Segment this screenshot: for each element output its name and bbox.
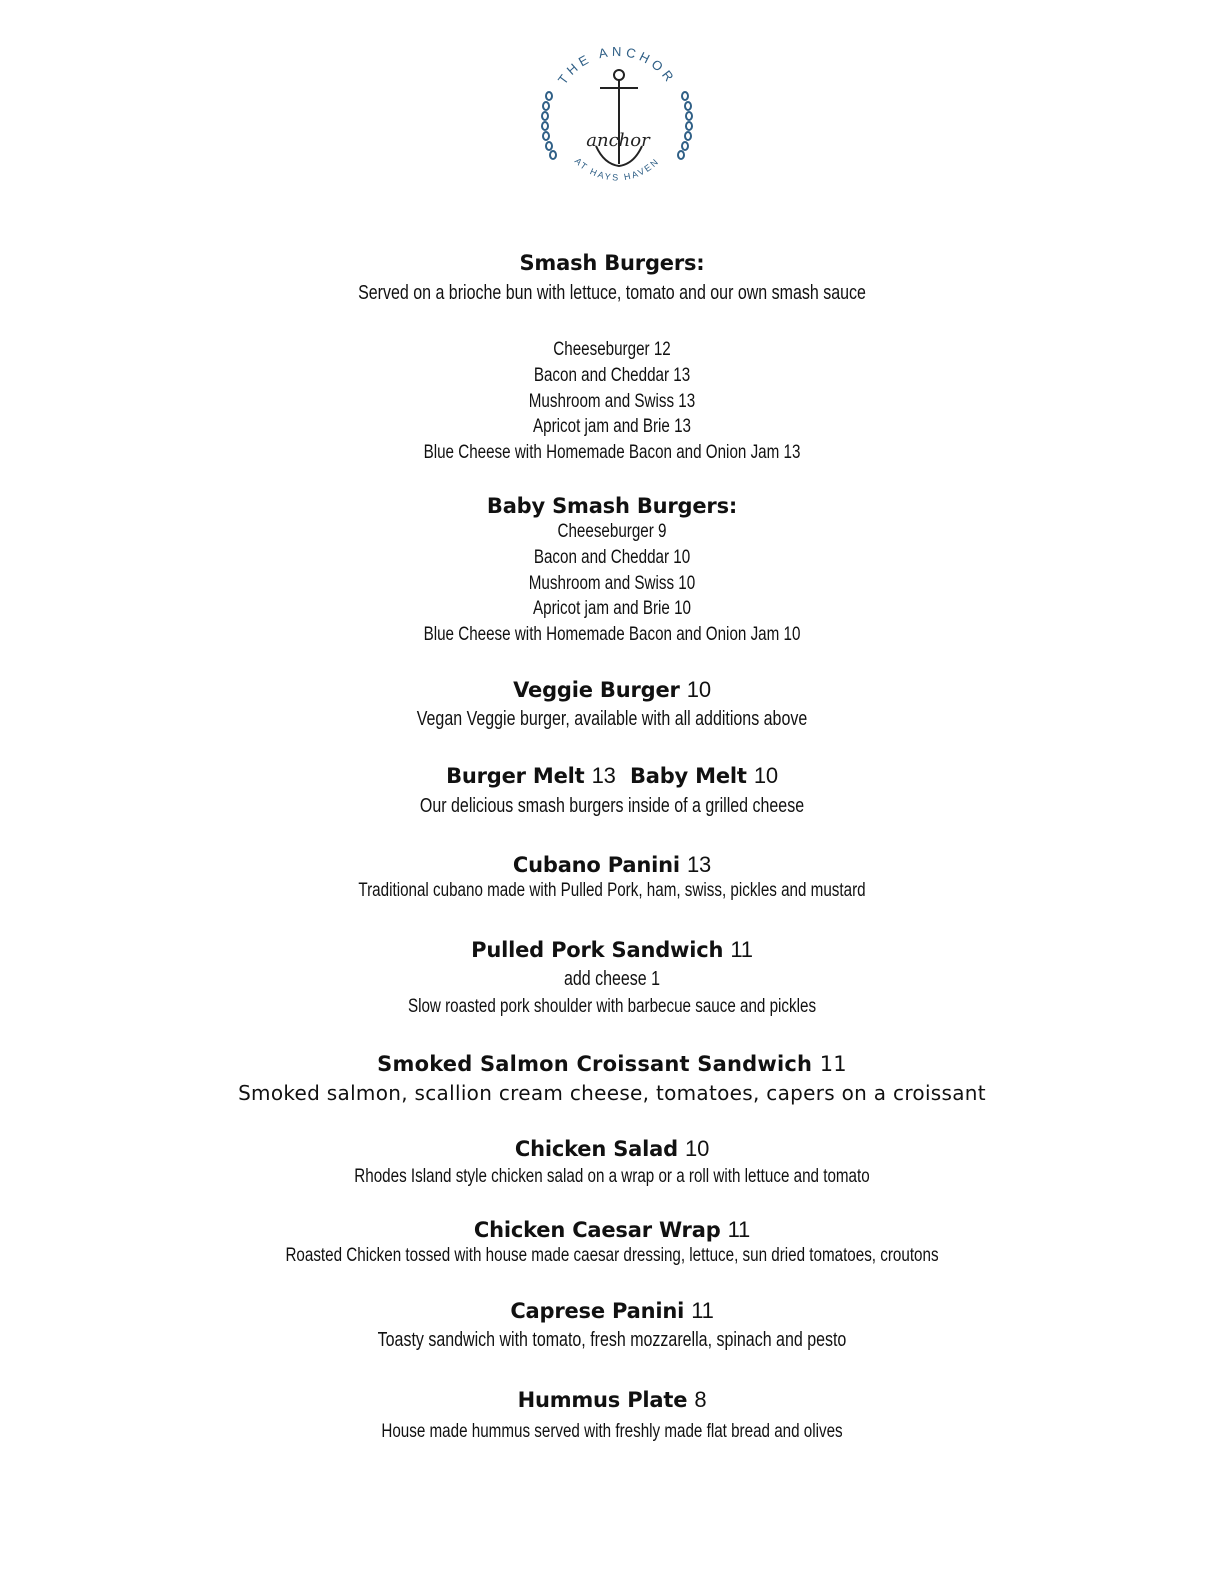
caesar-heading [0, 1217, 1224, 1243]
caprese-heading [0, 1298, 1224, 1324]
caprese-price: 11 [691, 1298, 714, 1323]
veggie-burger-desc: Vegan Veggie burger, available with all additions above [416, 708, 808, 730]
caprese-name: Caprese Panini [510, 1299, 685, 1323]
logo-top-text: THE ANCHOR [554, 43, 680, 88]
veggie-burger-name: Veggie Burger [513, 678, 680, 702]
cubano-price: 13 [687, 852, 712, 877]
caesar-price: 11 [727, 1217, 751, 1242]
hummus-name: Hummus Plate [517, 1388, 688, 1412]
cubano-desc: Traditional cubano made with Pulled Pork, ham, swiss, pickles and mustard [358, 880, 866, 901]
salmon-heading [0, 1052, 1224, 1076]
caesar-desc: Roasted Chicken tossed with house made caesar dressing, lettuce, sun dried tomatoes, croutons [285, 1245, 939, 1266]
pulled-pork-heading [0, 937, 1224, 963]
baby-smash-title: Baby Smash Burgers: [486, 494, 738, 518]
smash-item: Blue Cheese with Homemade Bacon and Onion Jam 13 [423, 442, 801, 463]
pulled-pork-desc: Slow roasted pork shoulder with barbecue sauce and pickles [407, 996, 817, 1017]
smash-item: Apricot jam and Brie 13 [533, 416, 691, 437]
hummus-desc: House made hummus served with freshly made flat bread and olives [381, 1421, 843, 1442]
smash-item: Cheeseburger 12 [553, 339, 671, 360]
baby-item: Blue Cheese with Homemade Bacon and Onion Jam 10 [423, 624, 801, 645]
baby-item: Apricot jam and Brie 10 [533, 598, 691, 619]
melt-desc: Our delicious smash burgers inside of a grilled cheese [419, 795, 805, 817]
baby-melt-name: Baby Melt [629, 764, 747, 788]
caprese-desc: Toasty sandwich with tomato, fresh mozzarella, spinach and pesto [377, 1329, 847, 1351]
hummus-price: 8 [694, 1387, 707, 1412]
melt-heading [0, 763, 1224, 789]
burger-melt-name: Burger Melt [446, 764, 585, 788]
salmon-name: Smoked Salmon Croissant Sandwich [377, 1052, 813, 1076]
chicken-salad-price: 10 [685, 1136, 710, 1161]
hummus-heading [0, 1387, 1224, 1413]
caesar-name: Chicken Caesar Wrap [473, 1218, 721, 1242]
smash-burgers-desc: Served on a brioche bun with lettuce, tomato and our own smash sauce [358, 282, 866, 304]
pulled-pork-price: 11 [730, 937, 753, 962]
pulled-pork-name: Pulled Pork Sandwich [471, 938, 724, 962]
salmon-desc: Smoked salmon, scallion cream cheese, tomatoes, capers on a croissant [238, 1081, 986, 1105]
baby-item: Bacon and Cheddar 10 [533, 547, 691, 568]
chicken-salad-name: Chicken Salad [514, 1137, 678, 1161]
baby-melt-price: 10 [753, 763, 778, 788]
logo-bottom-text: AT HAYS HAVEN [572, 155, 662, 183]
baby-item: Cheeseburger 9 [557, 521, 667, 542]
logo-script-text: anchor [586, 130, 650, 151]
smash-burgers-title: Smash Burgers: [519, 251, 705, 275]
smash-item: Bacon and Cheddar 13 [533, 365, 691, 386]
burger-melt-price: 13 [591, 763, 616, 788]
smash-item: Mushroom and Swiss 13 [528, 391, 696, 412]
veggie-burger-price: 10 [686, 677, 711, 702]
chicken-salad-desc: Rhodes Island style chicken salad on a wrap or a roll with lettuce and tomato [354, 1166, 870, 1187]
cubano-name: Cubano Panini [512, 853, 680, 877]
chicken-salad-heading [0, 1136, 1224, 1162]
pulled-pork-addon: add cheese 1 [563, 968, 661, 990]
salmon-price: 11 [819, 1052, 847, 1076]
baby-item: Mushroom and Swiss 10 [528, 573, 696, 594]
veggie-burger-heading [0, 677, 1224, 703]
cubano-heading [0, 852, 1224, 878]
